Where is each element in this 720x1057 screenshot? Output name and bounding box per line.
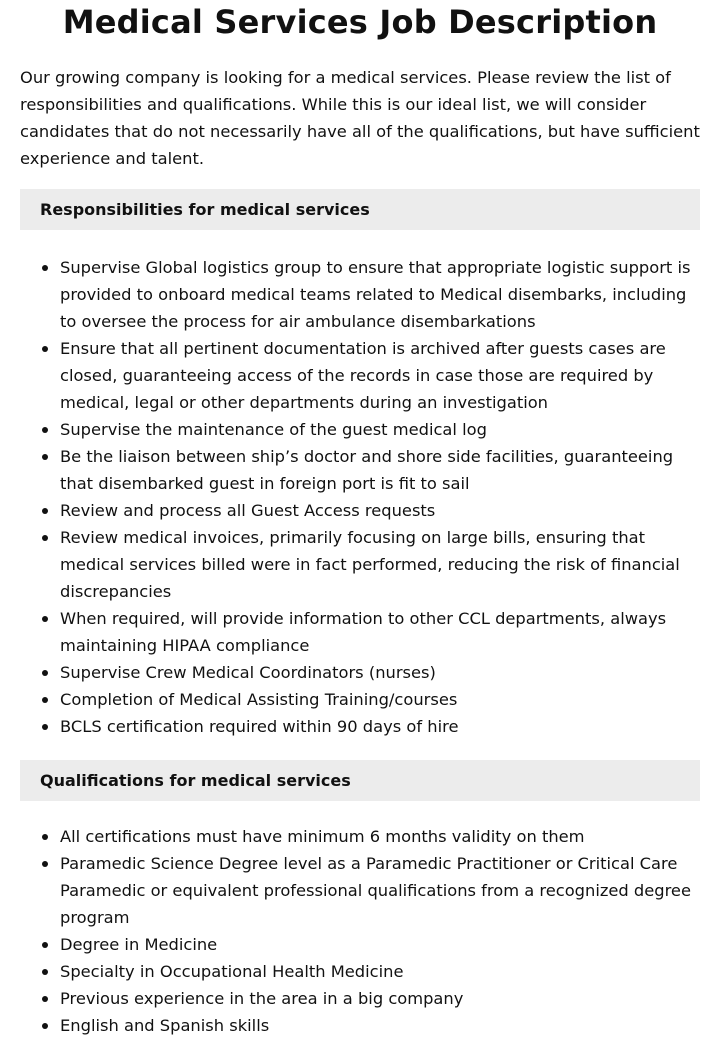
qualifications-heading: Qualifications for medical services (20, 760, 700, 801)
list-item: Paramedic Science Degree level as a Paramedic Practitioner or Critical Care Paramedic or equivalent professional qualifications from a recognized degree program (20, 850, 700, 931)
list-item: Supervise the maintenance of the guest medical log (20, 416, 700, 443)
list-item: BCLS certification required within 90 days of hire (20, 713, 700, 740)
list-item: Supervise Global logistics group to ensure that appropriate logistic support is provided to onboard medical teams related to Medical disembarks, including to oversee the process for air ambulance disembarkations (20, 254, 700, 335)
responsibilities-heading: Responsibilities for medical services (20, 189, 700, 230)
intro-paragraph: Our growing company is looking for a medical services. Please review the list of responsibilities and qualifications. While this is our ideal list, we will consider candidates that do not necessarily have all of the qualifications, but have sufficient experience and talent. (20, 68, 700, 168)
list-item: Ensure that all pertinent documentation is archived after guests cases are closed, guaranteeing access of the records in case those are required by medical, legal or other departments during an investigation (20, 335, 700, 416)
list-item: Review and process all Guest Access requests (20, 497, 700, 524)
page-title: Medical Services Job Description (62, 3, 658, 41)
responsibilities-list (20, 254, 700, 740)
list-item: Review medical invoices, primarily focusing on large bills, ensuring that medical services billed were in fact performed, reducing the risk of financial discrepancies (20, 524, 700, 605)
list-item: Specialty in Occupational Health Medicine (20, 958, 700, 985)
list-item: Be the liaison between ship’s doctor and shore side facilities, guaranteeing that disembarked guest in foreign port is fit to sail (20, 443, 700, 497)
list-item: Completion of Medical Assisting Training/courses (20, 686, 700, 713)
qualifications-list (20, 823, 700, 1039)
list-item: Previous experience in the area in a big company (20, 985, 700, 1012)
list-item: Supervise Crew Medical Coordinators (nurses) (20, 659, 700, 686)
list-item: English and Spanish skills (20, 1012, 700, 1039)
list-item: All certifications must have minimum 6 months validity on them (20, 823, 700, 850)
list-item: When required, will provide information to other CCL departments, always maintaining HIPAA compliance (20, 605, 700, 659)
list-item: Degree in Medicine (20, 931, 700, 958)
